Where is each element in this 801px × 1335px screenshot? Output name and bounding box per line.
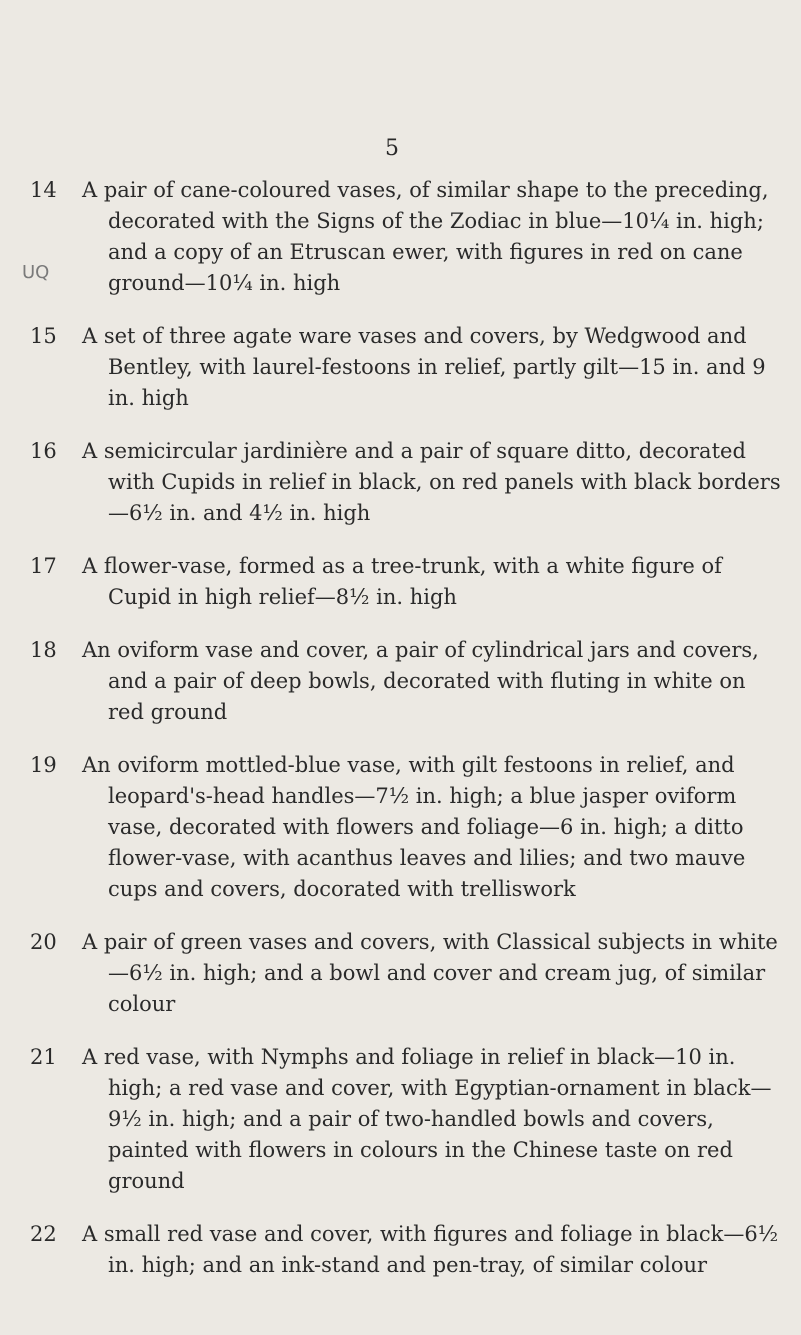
lot-entry-22 bbox=[0, 1219, 801, 1281]
catalogue-entries bbox=[0, 175, 801, 1303]
lot-entry-15 bbox=[0, 321, 801, 414]
lot-number: 17 bbox=[30, 554, 57, 578]
lot-description: A red vase, with Nymphs and foliage in relief in black—10 in. high; a red vase and cover, with Egyptian-ornament in black—9½ in. high; and a pair of two-handled bowls and covers, painted with flowers in colours in the Chinese taste on red ground bbox=[82, 1045, 772, 1193]
lot-entry-19 bbox=[0, 750, 801, 905]
lot-description: An oviform vase and cover, a pair of cylindrical jars and covers, and a pair of deep bowls, decorated with fluting in white on red ground bbox=[82, 638, 759, 724]
lot-number: 22 bbox=[30, 1222, 57, 1246]
lot-entry-20 bbox=[0, 927, 801, 1020]
lot-entry-17 bbox=[0, 551, 801, 613]
lot-entry-14 bbox=[0, 175, 801, 299]
lot-entry-16 bbox=[0, 436, 801, 529]
lot-number: 20 bbox=[30, 930, 57, 954]
lot-description: A flower-vase, formed as a tree-trunk, with a white figure of Cupid in high relief—8½ in. high bbox=[82, 554, 722, 609]
margin-mark: UQ bbox=[22, 262, 50, 283]
lot-number: 18 bbox=[30, 638, 57, 662]
lot-description: A small red vase and cover, with figures and foliage in black—6½ in. high; and an ink-stand and pen-tray, of similar colour bbox=[82, 1222, 779, 1277]
lot-description: A pair of green vases and covers, with Classical subjects in white—6½ in. high; and a bowl and cover and cream jug, of similar colour bbox=[82, 930, 778, 1016]
lot-number: 15 bbox=[30, 324, 57, 348]
lot-number: 21 bbox=[30, 1045, 57, 1069]
lot-number: 19 bbox=[30, 753, 57, 777]
lot-entry-21 bbox=[0, 1042, 801, 1197]
lot-description: An oviform mottled-blue vase, with gilt festoons in relief, and leopard's-head handles—7½ in. high; a blue jasper oviform vase, decorated with flowers and foliage—6 in. high; a ditto flower-vase, with acanthus leaves and lilies; and two mauve cups and covers, docorated with trelliswork bbox=[82, 753, 746, 901]
lot-number: 16 bbox=[30, 439, 57, 463]
lot-entry-18 bbox=[0, 635, 801, 728]
page-number: 5 bbox=[385, 136, 400, 161]
lot-description: A pair of cane-coloured vases, of similar shape to the preceding, decorated with the Signs of the Zodiac in blue—10¼ in. high; and a copy of an Etruscan ewer, with figures in red on cane ground—10¼ in. high bbox=[82, 178, 769, 295]
lot-description: A semicircular jardinière and a pair of square ditto, decorated with Cupids in relief in black, on red panels with black borders—6½ in. and 4½ in. high bbox=[82, 439, 781, 525]
lot-number: 14 bbox=[30, 178, 57, 202]
lot-description: A set of three agate ware vases and covers, by Wedgwood and Bentley, with laurel-festoons in relief, partly gilt—15 in. and 9 in. high bbox=[82, 324, 766, 410]
